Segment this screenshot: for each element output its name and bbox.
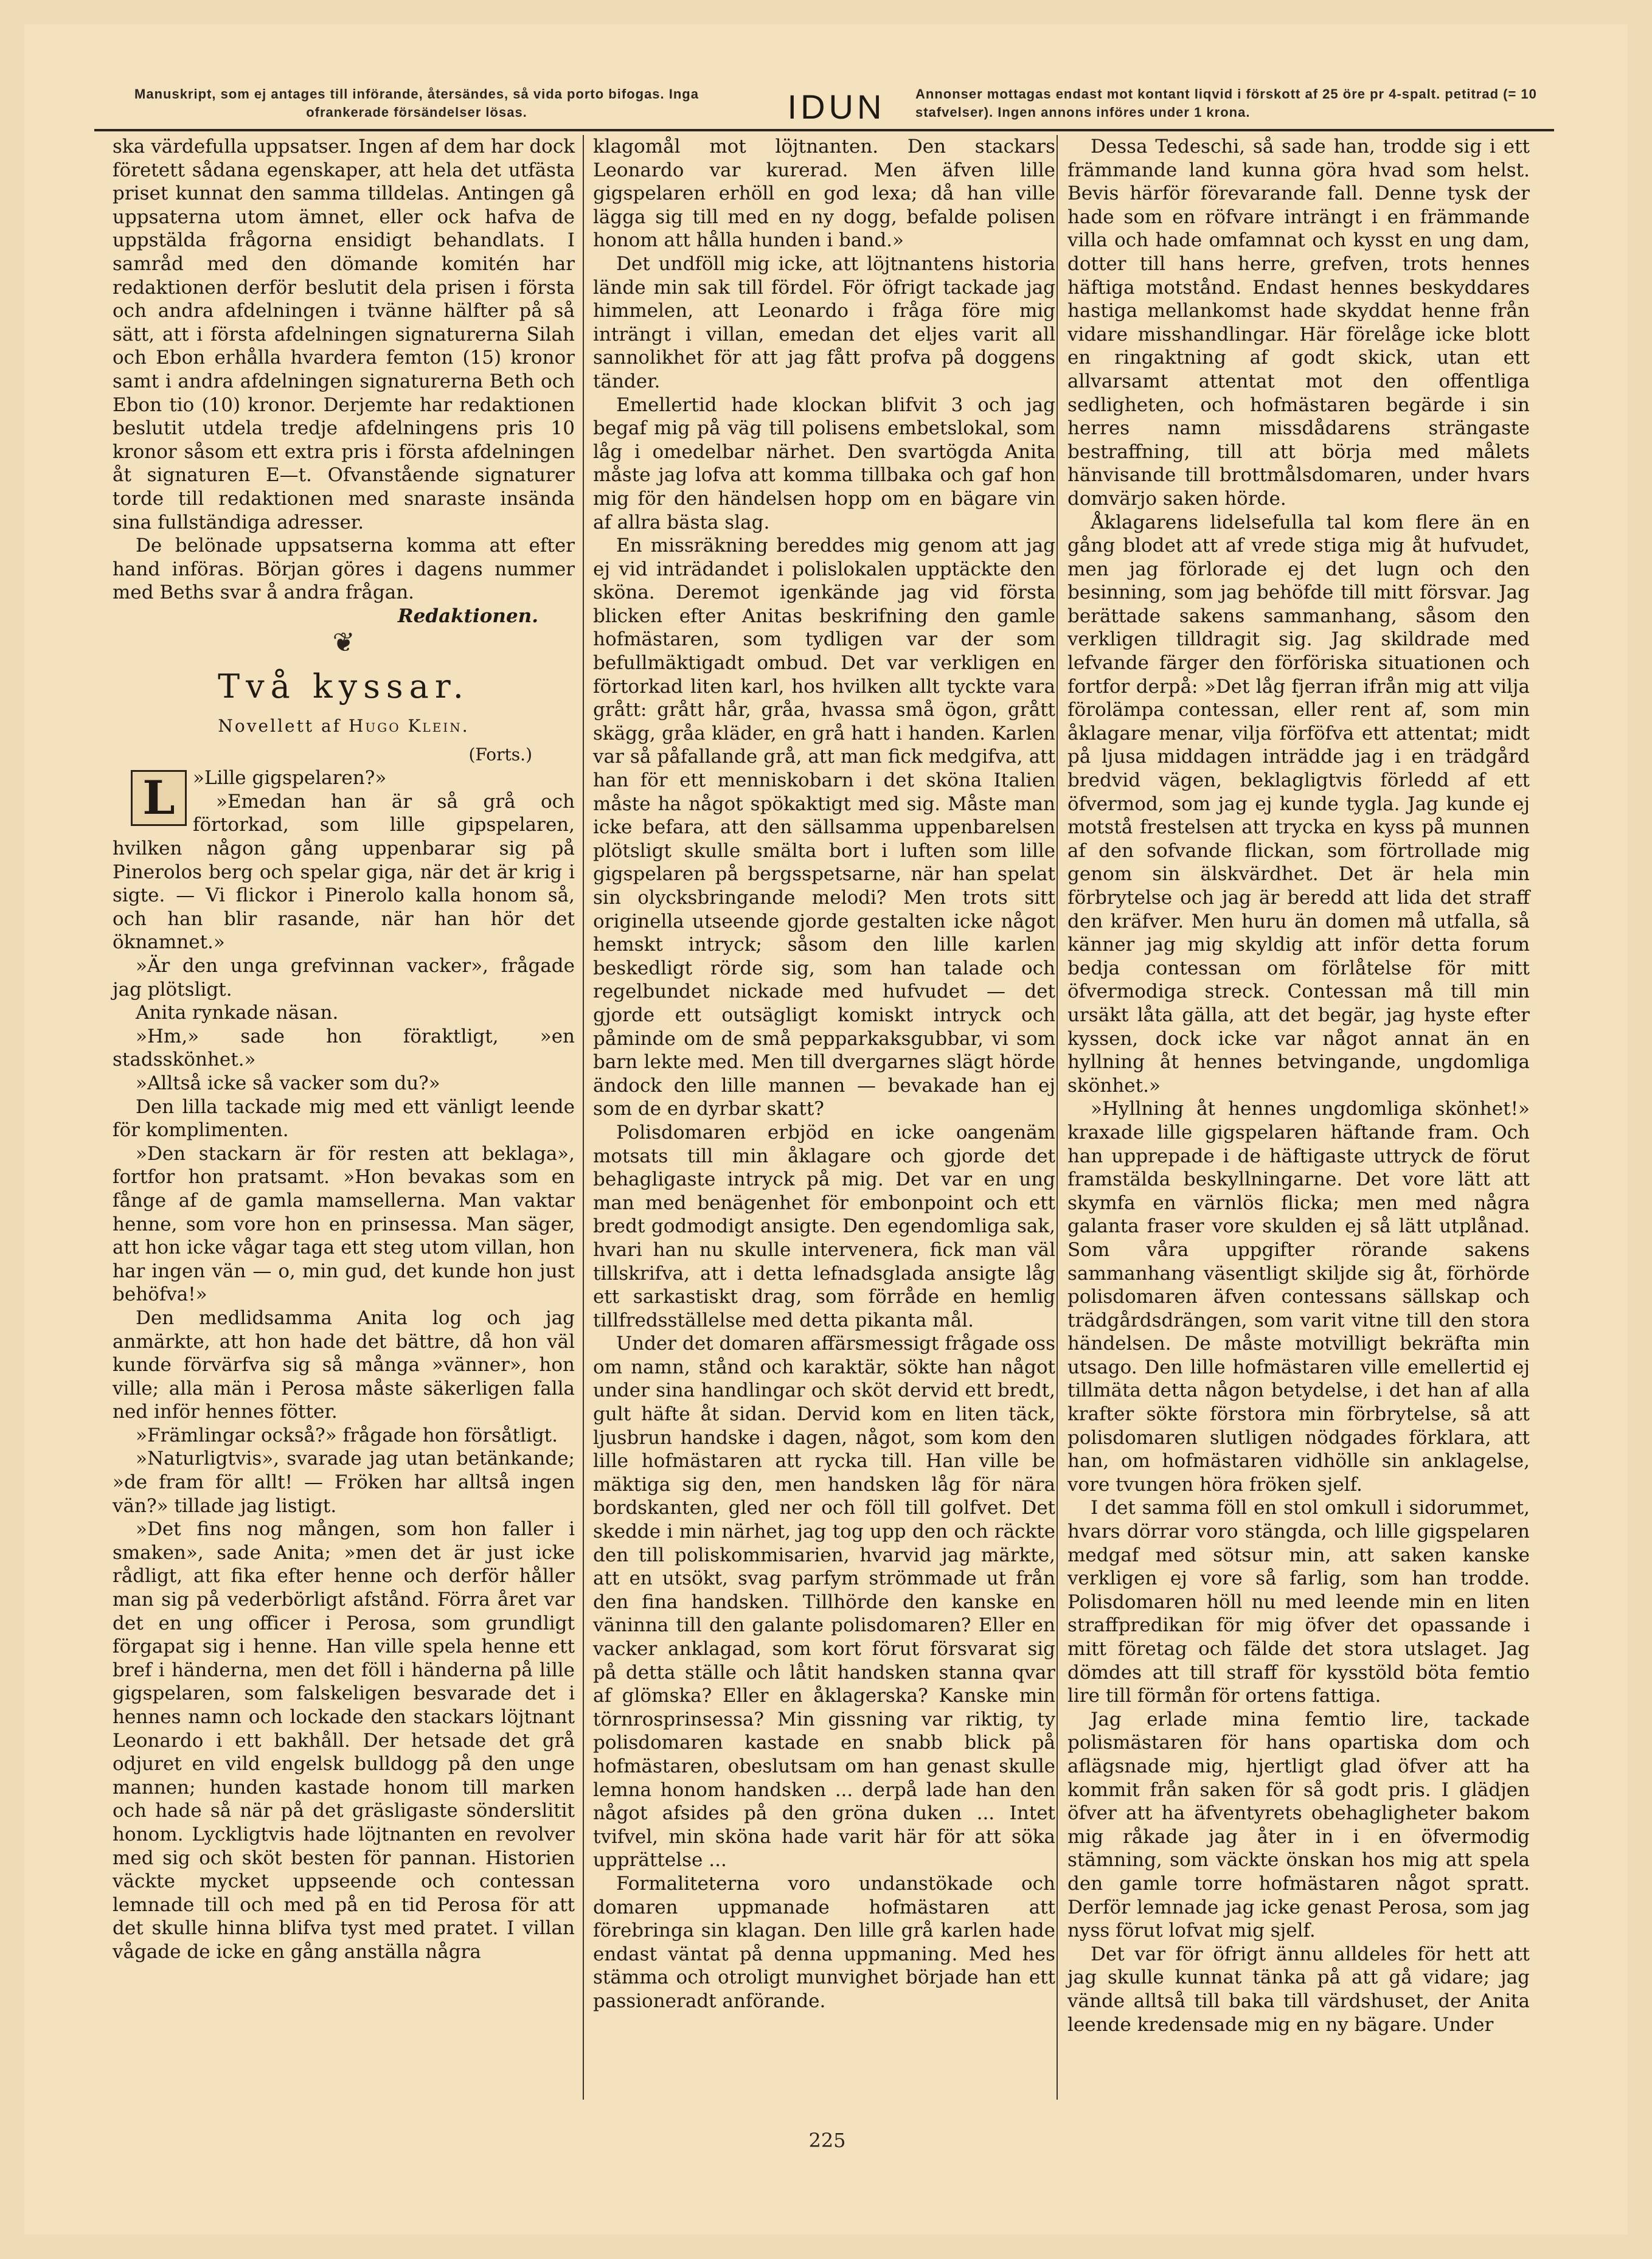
page-number: 225	[808, 2129, 846, 2152]
story-first-line: »Lille gigspelaren?»	[193, 767, 387, 789]
byline-author: Hugo Klein.	[348, 716, 470, 737]
story-paragraph: »Det fins nog mången, som hon faller i smaken», sade Anita; »men det är just icke rådligt, att fika efter henne och derför håller man sig på vederbörligt afstånd. Förra året var det en ung officer i Perosa, som grundligt förgapat sig i henne. Han ville spela henne ett bref i händerna, men det föll i händerna på lille gigspelaren, som falskeligen besvarade det i hennes namn och lockade den stackars löjtnant Leonardo i ett bakhåll. Der hetsade det grå odjuret en vild engelsk bulldogg på den unge mannen; hunden kastade honom till marken och hade så när på det gräsligaste sönderslitit honom. Lyckligtvis hade löjtnanten en revolver med sig och sköt besten för pannan. Historien väckte mycket uppseende och contessan lemnade till och med på en tid Perosa för att det skulle hinna blifva tyst med pratet. I villan vågade de icke en gång anställa några	[113, 1518, 575, 1963]
masthead	[94, 80, 1554, 131]
advertising-notice: Annonser mottagas endast mot kontant liqvid i förskott af 25 öre pr 4-spalt. petitrad (= 10 stafvelser). Ingen annons införes under 1 krona.	[915, 86, 1537, 120]
story-paragraph: Anita rynkade näsan.	[136, 1002, 339, 1024]
story-paragraph: Den medlidsamma Anita log och jag anmärkte, att hon hade det bättre, då hon väl kunde förvärfva sig så många »vänner», hon ville; alla män i Perosa måste säkerligen falla ned inför hennes fötter.	[113, 1306, 575, 1423]
manuscript-notice: Manuskript, som ej antages till införande, återsändes, så vida porto bifogas. Inga ofrankerade försändelser lösas.	[134, 86, 699, 120]
story-paragraph: »Emedan han är så grå och förtorkad, som lille gipspelaren, hvilken någon gång uppenbarar sig på Pinerolos berg och spelar giga, när det är krig i sigte. — Vi flickor i Pinerolo kalla honom så, och han blir rasande, när han hör det öknamnet.»	[113, 790, 575, 954]
story-paragraph: Dessa Tedeschi, så sade han, trodde sig i ett främmande land kunna göra hvad som helst. Bevis härför förevarande fall. Denne tysk der hade som en röfvare inträngt i en främmande villa och hade omfamnat och kysst en ung dam, dotter till hans herre, grefven, trots hennes häftiga motstånd. Endast hennes beskyddares hastiga mellankomst hade skyddat henne från vidare misshandlingar. Här förelåge icke blott en ringaktning af godt skick, utan ett allvarsamt attentat mot den offentliga sedligheten, och hofmästaren begärde i sin herres namn missdådarens strängaste bestraffning, till att börja med målets hänvisande till brottmålsdomaren, under hvars domvärjo saken hörde.	[1067, 136, 1530, 510]
story-paragraph: Den lilla tackade mig med ett vänligt leende för komplimenten.	[113, 1095, 575, 1142]
story-paragraph: »Är den unga grefvinnan vacker», frågade jag plötsligt.	[113, 955, 575, 1001]
prize-announcement-paragraph: ska värdefulla uppsatser. Ingen af dem har dock företett sådana egenskaper, att hela det utfästa priset kunnat den samma tilldelas. Antingen gå uppsaterna utom ämnet, eller ock hafva de uppstälda frågorna ensidigt behandlats. I samråd med den dömande komitén har redaktionen derför beslutit dela prisen i första och andra afdelningen i tvänne hälfter på så sätt, att i första afdelningen signaturerna Silah och Ebon erhålla hvardera femton (15) kronor samt i andra afdelningen signaturerna Beth och Ebon tio (10) kronor. Derjemte har redaktionen beslutit utdela tredje afdelningens pris 10 kronor såsom ett extra pris i första afdelningen åt signaturen E—t. Ofvanstående signaturer torde till redaktionen med snaraste insända sina fullständiga adresser.	[113, 136, 575, 533]
column-1	[113, 135, 575, 1964]
story-paragraph: Polisdomaren erbjöd en icke oangenäm motsats till min åklagare och gjorde det behagligaste intryck på mig. Det var en ung man med benägenhet för embonpoint och ett bredt godmodigt ansigte. Den egendomliga sak, hvari han nu skulle intervenera, fick man väl tillskrifva, att i detta lefnadsglada ansigte låg ett sarkastiskt drag, som förråde en hemlig tillfredsställelse med detta pikanta mål.	[593, 1121, 1055, 1331]
story-paragraph: »Hm,» sade hon föraktligt, »en stadsskönhet.»	[113, 1025, 575, 1071]
story-paragraph: »Naturligtvis», svarade jag utan betänkande; »de fram för allt! — Fröken har alltså ingen vän?» tillade jag listigt.	[113, 1448, 575, 1517]
story-paragraph: Det var för öfrigt ännu alldeles för hett att jag skulle kunnat tänka på att gå vidare; jag vände alltså till baka till värdshuset, der Anita leende kredensade mig en ny bägare. Under	[1067, 1943, 1530, 2036]
story-paragraph: Under det domaren affärsmessigt frågade oss om namn, stånd och karaktär, sökte han något under sina handlingar och sköt dervid ett bredt, gult häfte åt sidan. Dervid kom en liten täck, ljusbrun handske i dagen, något, som kom den lille hofmästaren att rycka till. Han ville be mäktiga sig den, men handsken låg för nära bordskanten, gled ner och föll till golfvet. Det skedde i min närhet, jag tog upp den och räckte den till poliskommisarien, hvarvid jag märkte, att en utsökt, svag parfym strömmade ut från den fina handsken. Tillhörde den kanske en väninna till den galante polisdomaren? Eller en vacker anklagad, som kort förut försvarat sig på detta ställe och låtit handsken stanna qvar af glömska? Eller en åklagerska? Kanske min törnrosprinsessa? Min gissning var riktig, ty polisdomaren kastade en snabb blick på hofmästaren, obeslutsam om han genast skulle lemna honom handsken ... derpå lade han den något afsides på den gröna duken ... Intet tvifvel, min sköna hade varit här för att söka upprättelse ...	[593, 1333, 1055, 1872]
editorial-signature: Redaktionen.	[397, 605, 538, 627]
story-paragraph: klagomål mot löjtnanten. Den stackars Leonardo var kurerad. Men äfven lille gigspelaren erhöll en god lexa; då han ville lägga sig till med en ny dogg, befalde polisen honom att hålla hunden i band.»	[593, 136, 1055, 252]
story-paragraph: En missräkning bereddes mig genom att jag ej vid inträdandet i polislokalen upptäckte den sköna. Deremot igenkände jag vid första blicken efter Anitas beskrifning den gamle hofmästaren, som tydligen var der som befullmäktigadt ombud. Det var verkligen en förtorkad liten karl, hos hvilken allt tyckte vara grått: grått hår, gråa, hvassa små ögon, grått skägg, gråa kläder, en grå hatt i handen. Karlen var så påfallande grå, att man fick medgifva, att han för ett menniskobarn i det sköna Italien måste ha något spökaktigt med sig. Måste man icke befara, att den sällsamma uppenbarelsen plötsligt skulle smälta bort i luften som lille gigspelaren på bergsspetsarne, när han spelat sin olycksbringande melodi? Men trots sitt originella utseende gjorde gestalten icke något hemskt intryck; såsom den lille karlen beskedligt rörde sig, som han talade och regelbundet nickade med hufvudet — det gjorde ett outsägligt komiskt intryck och påminde om de små pepparkaksgubbar, vi som barn lekte med. Men till dvergarnes slägt hörde ändock den lille mannen — bevakade han ej som de en dyrbar skatt?	[593, 535, 1055, 1120]
story-paragraph: »Hyllning åt hennes ungdomliga skönhet!» kraxade lille gigspelaren häftande fram. Och han upprepade i de häftigaste uttryck de förut framstälda beskyllningarne. Det vore lätt att skymfa en värnlös flicka; men med några galanta fraser vore skulden ej så lätt utplånad. Som våra uppgifter rörande sakens sammanhang väsentligt skiljde sig åt, förhörde polisdomaren äfven contessans sällskap och trädgårdsdrängen, som varit vitne till den stora händelsen. De måste motvilligt bekräfta min utsago. Den lille hofmästaren ville emellertid ej tillmäta detta någon betydelse, i det han af alla krafter sökte förstora min förbrytelse, så att polisdomaren slutligen nödgades förklara, att han, om hofmästaren vidhölle sin anklagelse, vore tvungen höra fröken sjelf.	[1067, 1098, 1530, 1496]
story-byline	[113, 715, 575, 738]
story-paragraph: Det undföll mig icke, att löjtnantens historia lände min sak till fördel. För öfrigt tackade jag himmelen, att Leonardo i fråga före mig inträngt i villan, emedan det eljes varit all sannolikhet för att jag fått profva på doggens tänder.	[593, 252, 1055, 392]
continued-note: (Forts.)	[468, 744, 532, 765]
prize-announcement-paragraph: De belönade uppsatserna komma att efter hand införas. Början göres i dagens nummer med Beths svar å andra frågan.	[113, 535, 575, 604]
column-divider-1	[583, 135, 584, 2100]
column-3	[1067, 135, 1530, 2036]
column-2	[593, 135, 1055, 2013]
story-title: Två kyssar.	[218, 667, 470, 706]
story-paragraph: »Alltså icke så vacker som du?»	[136, 1072, 440, 1094]
leaf-ornament-icon: ❦	[332, 627, 355, 659]
story-paragraph: »Den stackarn är för resten att beklaga», fortfor hon pratsamt. »Hon bevakas som en fånge af de gamla mamsellerna. Man vaktar henne, som vore hon en prinsessa. Man säger, att hon icke vågar taga ett steg utom villan, hon har ingen vän — o, min gud, det kunde hon just behöfva!»	[113, 1142, 575, 1306]
byline-prefix: Novellett af	[218, 716, 342, 737]
story-paragraph: Jag erlade mina femtio lire, tackade polismästaren för hans opartiska dom och aflägsnade mig, hjertligt glad öfver att ha kommit från saken för så godt pris. I glädjen öfver att ha äfventyrets obehagligheter bakom mig råkade jag åter in i en öfvermodig stämning, som väckte önskan hos mig att spela den gamle torre hofmästaren något spratt. Derför lemnade jag icke genast Perosa, som jag nyss förut lofvat mig sjelf.	[1067, 1708, 1530, 1942]
story-paragraph: Emellertid hade klockan blifvit 3 och jag begaf mig på väg till polisens embetslokal, som låg i omedelbar närhet. Den svartögda Anita måste jag lofva att komma tillbaka och gaf hon mig för den händelsen hopp om en bägare vin af allra bästa slag.	[593, 394, 1055, 533]
story-paragraph: Formaliteterna voro undanstökade och domaren uppmanade hofmästaren att förebringa sin klagan. Den lille grå karlen hade endast väntat på denna uppmaning. Med hes stämma och otroligt munvighet började han ett passioneradt anförande.	[593, 1872, 1055, 2012]
column-divider-2	[1057, 135, 1058, 2100]
story-paragraph: I det samma föll en stol omkull i sidorummet, hvars dörrar voro stängda, och lille gigspelaren medgaf med sötsur min, att saken kanske verkligen ej vore så farlig, som han trodde. Polisdomaren höll nu med leende min en liten straffpredikan för mig öfver det opassande i mitt företag och fälde det stora utslaget. Jag dömdes att till straff för kysstöld böta femtio lire till förmån för ortens fattiga.	[1067, 1497, 1530, 1707]
magazine-title: IDUN	[787, 88, 886, 126]
story-paragraph: Åklagarens lidelsefulla tal kom flere än en gång blodet att af vrede stiga mig åt hufvudet, men jag förlorade ej det lugn och den besinning, som jag behöfde till mitt försvar. Jag berättade sakens sammanhang, såsom den verkligen tilldragit sig. Jag skildrade med lefvande färger den förföriska situationen och fortfor derpå: »Det låg fjerran ifrån mig att vilja förolämpa contessan, eller rent af, som min åklagare menar, vilja förföfva ett attentat; midt på ljusa middagen inträdde jag i en trädgård bredvid vägen, beklagligtvis förledd af ett öfvermod, som jag ej kunde tygla. Jag kunde ej motstå frestelsen att trycka en kyss på munnen af den sofvande flickan, som förtrollade mig genom sin älskvärdhet. Det är hela min förbrytelse och jag är beredd att lida det straff den kräfver. Men huru än domen må utfalla, så känner jag mig skyldig att inför detta forum bedja contessan om förlåtelse för mitt öfvermodiga streck. Contessan må till min ursäkt låta gälla, att det begär, jag hyste efter kyssen, dock icke var något annat än en hyllning åt hennes betvingande, ungdomliga skönhet.»	[1067, 511, 1530, 1097]
decorative-dropcap: L	[131, 770, 187, 826]
story-paragraph: »Främlingar också?» frågade hon försåtligt.	[136, 1424, 558, 1446]
